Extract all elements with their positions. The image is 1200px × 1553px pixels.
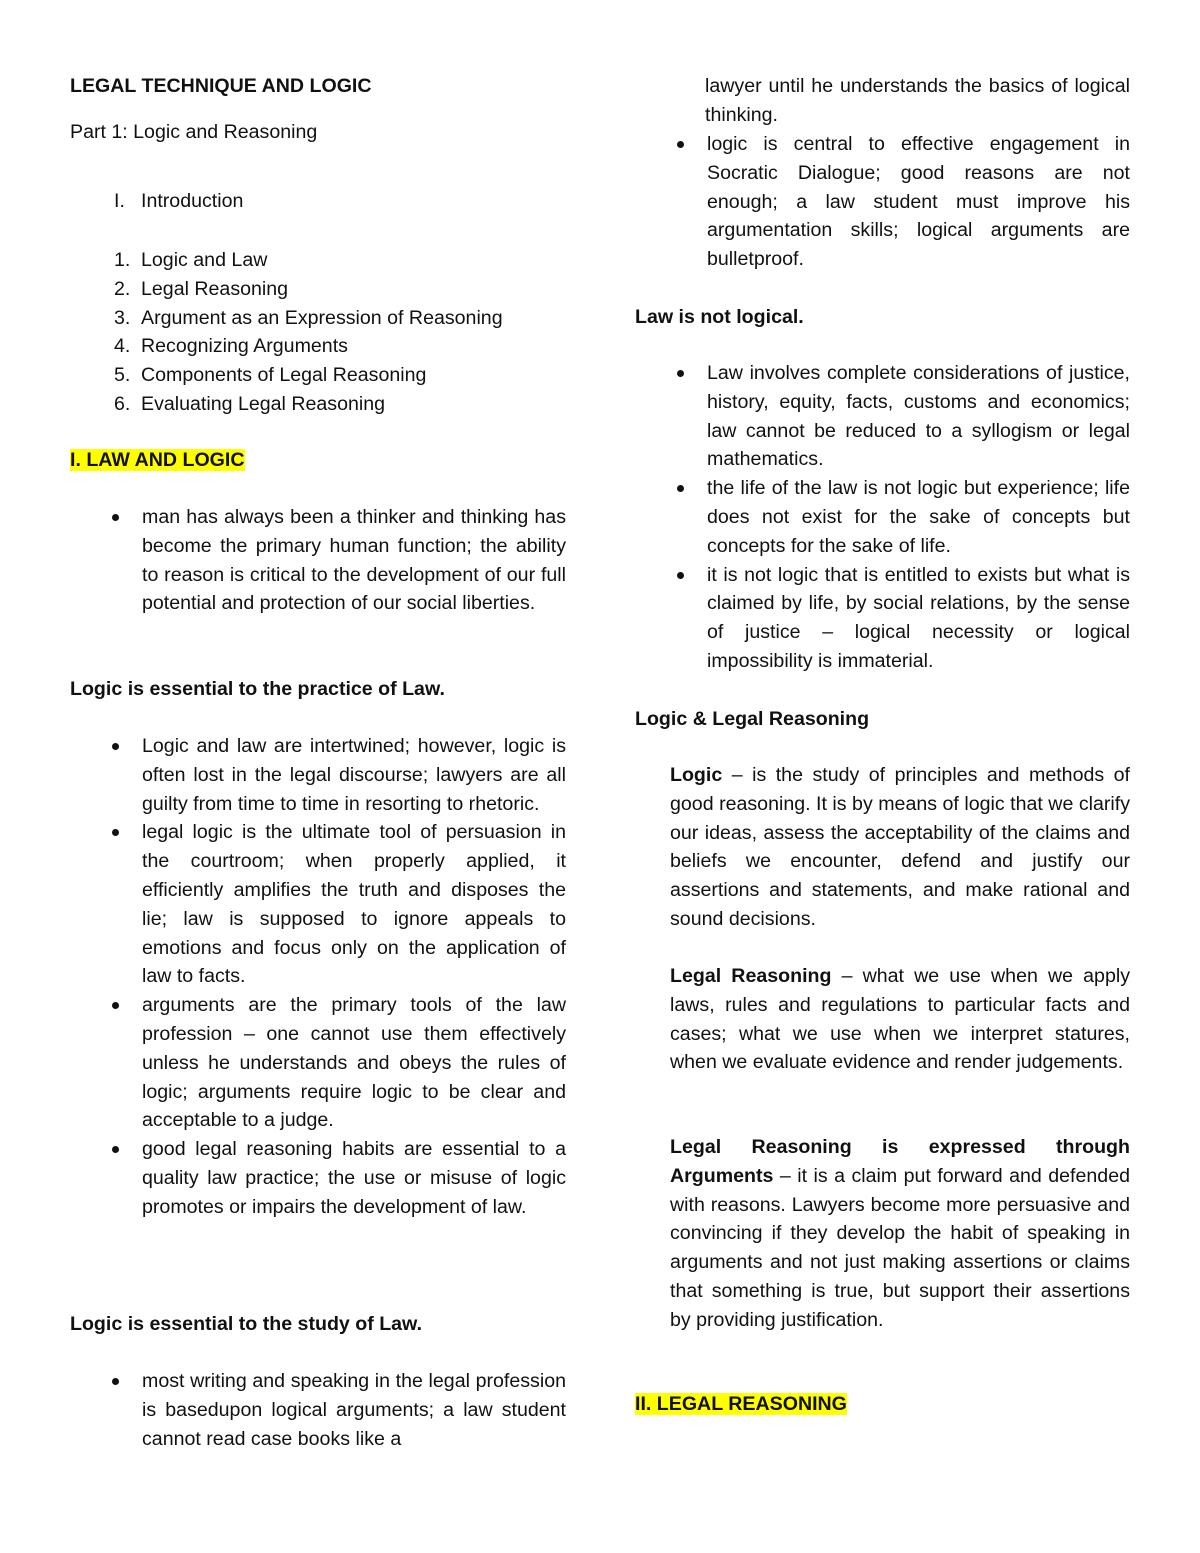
definition-legal-reasoning: Legal Reasoning – what we use when we apply laws, rules and regulations to particular facts and cases; what we use when we interpret statures, when we evaluate evidence and render judgements. — [670, 965, 1130, 1074]
bullet-list-study-cont — [635, 130, 1130, 274]
outline-list — [114, 246, 503, 419]
outline-item: 6. Evaluating Legal Reasoning — [114, 392, 386, 415]
outline-item: 4. Recognizing Arguments — [114, 335, 348, 358]
outline-item: 3. Argument as an Expression of Reasoning — [114, 306, 503, 329]
document-title: LEGAL TECHNIQUE AND LOGIC — [70, 75, 372, 97]
subheading-not-logical: Law is not logical. — [635, 306, 804, 328]
subheading-practice: Logic is essential to the practice of Law. — [70, 678, 445, 700]
bullet-item: the life of the law is not logic but experience; life does not exist for the sake of concepts but concepts for the sake of life. — [635, 474, 1130, 560]
subheading-study: Logic is essential to the study of Law. — [70, 1313, 423, 1335]
bullet-icon — [677, 141, 684, 148]
bullet-item: good legal reasoning habits are essential to a quality law practice; the use or misuse of logic promotes or impairs the development of law. — [70, 1135, 566, 1221]
bullet-item: man has always been a thinker and thinking has become the primary human function; the ability to reason is critical to the development of our full potential and protection of our social liberties. — [70, 503, 566, 618]
bullet-item: legal logic is the ultimate tool of persuasion in the courtroom; when properly applied, it efficiently amplifies the truth and disposes the lie; law is supposed to ignore appeals to emotions and focus only on the application of law to facts. — [70, 818, 566, 991]
section-heading-law-and-logic: I. LAW AND LOGIC — [70, 449, 245, 471]
bullet-item: logic is central to effective engagement in Socratic Dialogue; good reasons are not enough; a law student must improve his argumentation skills; logical arguments are bulletproof. — [635, 130, 1130, 274]
subheading-logic-legal-reasoning: Logic & Legal Reasoning — [635, 708, 870, 730]
bullet-icon — [112, 743, 119, 750]
section-heading-legal-reasoning: II. LEGAL REASONING — [635, 1393, 847, 1415]
outline-item: 1. Logic and Law — [114, 249, 268, 271]
term-logic: Logic — [670, 764, 723, 786]
bullet-list-intro — [70, 503, 566, 618]
bullet-icon — [677, 370, 684, 377]
roman-label: Introduction — [141, 190, 244, 212]
bullet-item: arguments are the primary tools of the law profession – one cannot use them effectively unless he understands and obeys the rules of logic; arguments require logic to be clear and acceptable to a judge. — [70, 991, 566, 1135]
bullet-icon — [112, 829, 119, 836]
bullet-item: Law involves complete considerations of justice, history, equity, facts, customs and economics; law cannot be reduced to a syllogism or legal mathematics. — [635, 359, 1130, 474]
term-legal-reasoning: Legal Reasoning — [670, 965, 832, 987]
bullet-icon — [112, 514, 119, 521]
bullet-list-not-logical — [635, 359, 1130, 676]
bullet-list-study — [70, 1367, 566, 1453]
definition-arguments: Legal Reasoning is expressed through Arguments – it is a claim put forward and defended with reasons. Lawyers become more persuasive and convincing if they develop the habit of speaking in arguments and not just making assertions or claims that something is true, but support their assertions by providing justification. — [670, 1136, 1130, 1331]
part-heading: Part 1: Logic and Reasoning — [70, 121, 318, 143]
bullet-item: most writing and speaking in the legal profession is basedupon logical arguments; a law student cannot read case books like a — [70, 1367, 566, 1453]
roman-outline-item — [114, 187, 243, 216]
bullet-item: it is not logic that is entitled to exists but what is claimed by life, by social relations, by the sense of justice – logical necessity or logical impossibility is immaterial. — [635, 561, 1130, 676]
bullet-list-practice — [70, 732, 566, 1222]
definition-logic: Logic – is the study of principles and methods of good reasoning. It is by means of logic that we clarify our ideas, assess the acceptability of the claims and beliefs we encounter, defend and justify our assertions and statements, and make rational and sound decisions. — [670, 764, 1130, 930]
bullet-icon — [677, 572, 684, 579]
bullet-icon — [677, 485, 684, 492]
outline-item: 5. Components of Legal Reasoning — [114, 364, 427, 387]
bullet-icon — [112, 1146, 119, 1153]
bullet-item: Logic and law are intertwined; however, logic is often lost in the legal discourse; lawyers are all guilty from time to time in resorting to rhetoric. — [70, 732, 566, 818]
bullet-icon — [112, 1378, 119, 1385]
roman-numeral: I. — [114, 190, 125, 212]
outline-item: 2. Legal Reasoning — [114, 277, 289, 300]
term-arguments: Legal Reasoning is expressed through Arguments — [670, 1136, 1130, 1187]
bullet-icon — [112, 1002, 119, 1009]
bullet-continuation: lawyer until he understands the basics of logical thinking. — [705, 75, 1130, 126]
